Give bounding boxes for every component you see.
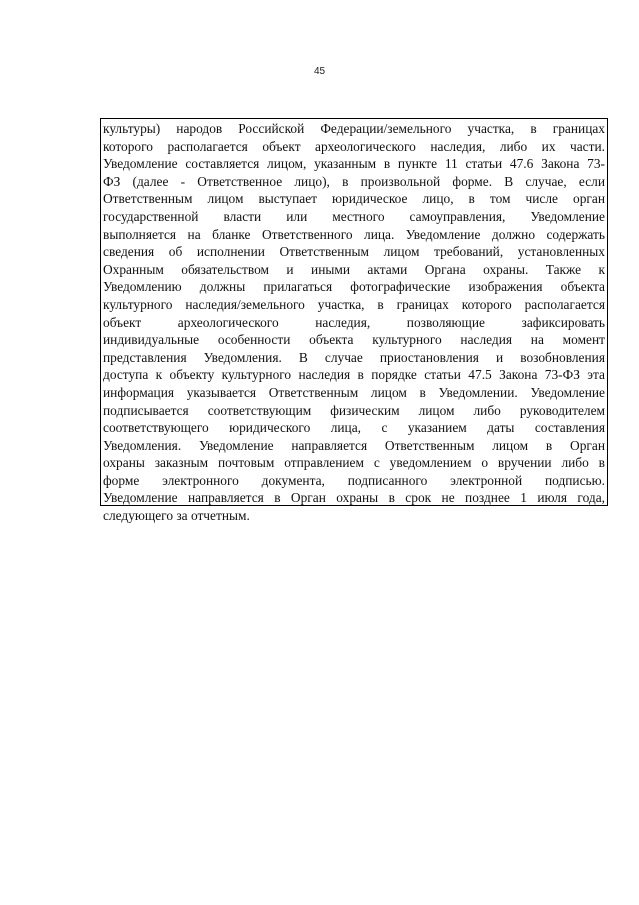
text-line: форме электронного документа, подписанного электронной подписью. [103,472,605,488]
text-line: Уведомление составляется лицом, указанным в пункте 11 статьи 47.6 Закона 73- [103,156,605,172]
text-line: культуры) народов Российской Федерации/земельного участка, в границах [103,121,605,136]
text-line: соответствующего юридического лица, с указанием даты составления [103,420,605,436]
text-line: индивидуальные особенности объекта культурного наследия на момент [103,332,605,348]
text-line: информация указывается Ответственным лицом в Уведомлении. Уведомление [103,384,605,400]
text-line: представления Уведомления. В случае приостановления и возобновления [103,349,605,365]
bordered-text-block [100,118,608,524]
text-line: объект археологического наследия, позволяющие зафиксировать [103,314,605,330]
text-line: Уведомление направляется в Орган охраны в срок не позднее 1 июля года, [103,490,605,506]
text-line: доступа к объекту культурного наследия в порядке статьи 47.5 Закона 73-ФЗ эта [103,367,605,383]
text-line: ФЗ (далее - Ответственное лицо), в произвольной форме. В случае, если [103,173,605,189]
text-line: Охранным обязательством и иными актами Органа охраны. Также к [103,261,605,277]
text-line: государственной власти или местного самоуправления, Уведомление [103,208,605,224]
text-line: подписывается соответствующим физическим лицом либо руководителем [103,402,605,418]
page-number: 45 [313,66,326,77]
text-line: выполняется на бланке Ответственного лица. Уведомление должно содержать [103,226,605,242]
text-line: культурного наследия/земельного участка, в границах которого располагается [103,296,605,312]
text-line-last: следующего за отчетным. [103,508,250,524]
text-line: сведения об исполнении Ответственным лицом требований, установленных [103,244,605,260]
text-line: Ответственным лицом выступает юридическое лицо, в том числе орган [103,191,605,207]
text-line: которого располагается объект археологического наследия, либо их части. [103,138,605,154]
text-line: Уведомления. Уведомление направляется Ответственным лицом в Орган [103,437,605,453]
text-line: охраны заказным почтовым отправлением с уведомлением о вручении либо в [103,455,605,471]
text-line: Уведомлению должны прилагаться фотографические изображения объекта [103,279,605,295]
